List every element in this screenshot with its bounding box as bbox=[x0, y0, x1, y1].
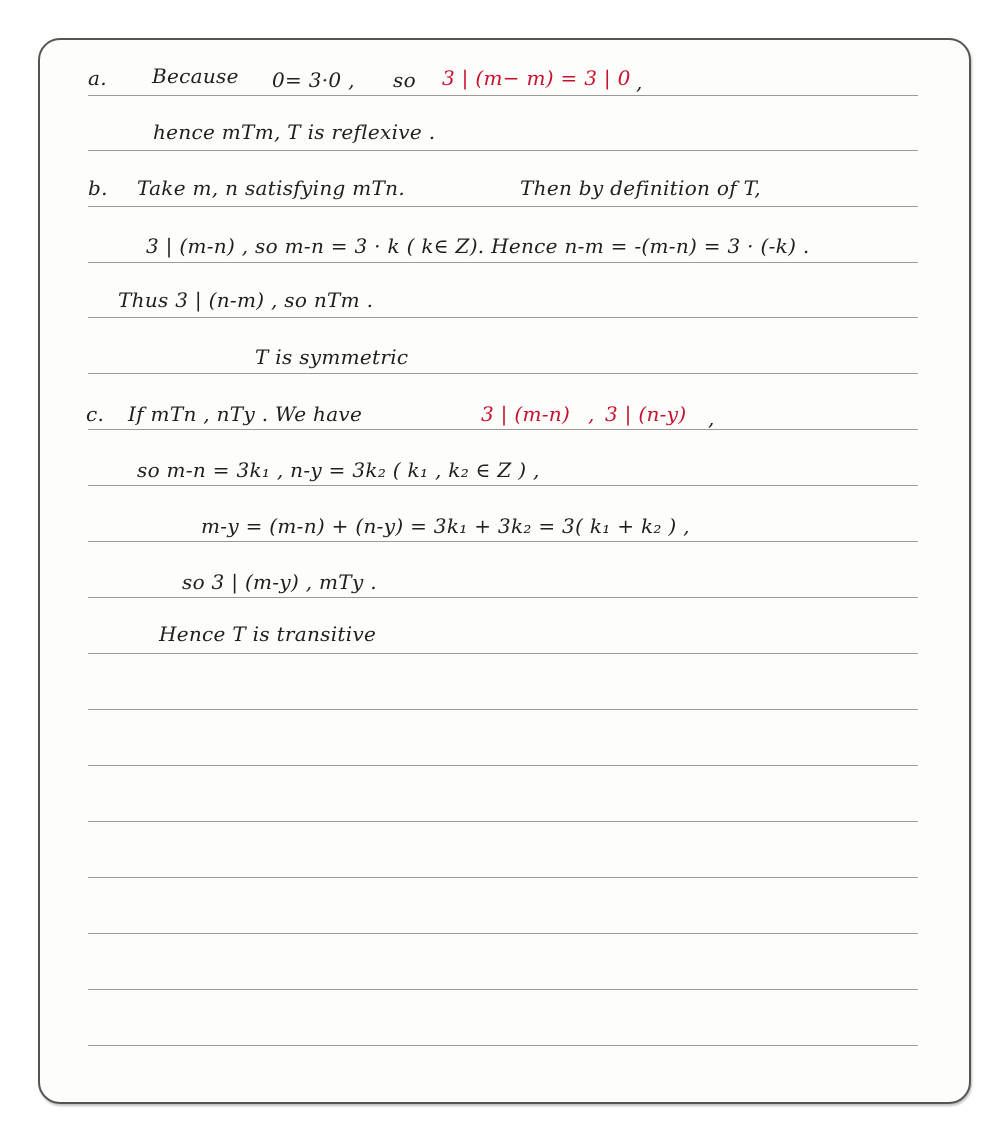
ruled-line bbox=[88, 877, 918, 878]
ruled-line bbox=[88, 765, 918, 766]
part-a-divisibility: 3 | (m− m) = 3 | 0 bbox=[442, 66, 631, 90]
part-a-so: so bbox=[393, 68, 416, 92]
part-c-label: c. bbox=[86, 402, 105, 426]
part-b-line-1: Take m, n satisfying mTn. bbox=[137, 176, 406, 200]
part-c-line-4: so 3 | (m-y) , mTy . bbox=[182, 570, 377, 594]
ruled-line bbox=[88, 709, 918, 710]
ruled-line bbox=[88, 653, 918, 654]
ruled-line bbox=[88, 541, 918, 542]
ruled-line bbox=[88, 95, 918, 96]
part-c-comma: , bbox=[708, 406, 715, 430]
part-c-separator: , bbox=[588, 402, 595, 426]
part-a-equation: 0= 3·0 , bbox=[272, 68, 355, 92]
part-c-divisibility-2: 3 | (n-y) bbox=[605, 402, 687, 426]
part-a-because: Because bbox=[152, 64, 239, 88]
part-b-conclusion: T is symmetric bbox=[255, 345, 409, 369]
ruled-line bbox=[88, 989, 918, 990]
part-c-line-1: If mTn , nTy . We have bbox=[128, 402, 363, 426]
ruled-line bbox=[88, 1045, 918, 1046]
part-c-line-2: so m-n = 3k₁ , n-y = 3k₂ ( k₁ , k₂ ∈ Z ) , bbox=[137, 458, 540, 482]
ruled-line bbox=[88, 150, 918, 151]
ruled-line bbox=[88, 262, 918, 263]
part-b-label: b. bbox=[88, 176, 108, 200]
part-b-line-3: Thus 3 | (n-m) , so nTm . bbox=[118, 288, 374, 312]
part-c-conclusion: Hence T is transitive bbox=[159, 622, 377, 646]
ruled-line bbox=[88, 933, 918, 934]
part-b-line-1-definition: Then by definition of T, bbox=[520, 176, 761, 200]
part-a-comma: , bbox=[636, 70, 643, 94]
part-b-line-2: 3 | (m-n) , so m-n = 3 · k ( k∈ Z). Hence n-m = -(m-n) = 3 · (-k) . bbox=[146, 234, 810, 258]
ruled-line bbox=[88, 206, 918, 207]
ruled-line bbox=[88, 429, 918, 430]
part-c-divisibility-1: 3 | (m-n) bbox=[481, 402, 571, 426]
part-c-line-3: m-y = (m-n) + (n-y) = 3k₁ + 3k₂ = 3( k₁ + k₂ ) , bbox=[201, 514, 690, 538]
part-a-label: a. bbox=[88, 66, 107, 90]
part-a-conclusion: hence mTm, T is reflexive . bbox=[153, 120, 436, 144]
ruled-line bbox=[88, 373, 918, 374]
ruled-line bbox=[88, 485, 918, 486]
ruled-line bbox=[88, 821, 918, 822]
ruled-line bbox=[88, 317, 918, 318]
ruled-line bbox=[88, 597, 918, 598]
